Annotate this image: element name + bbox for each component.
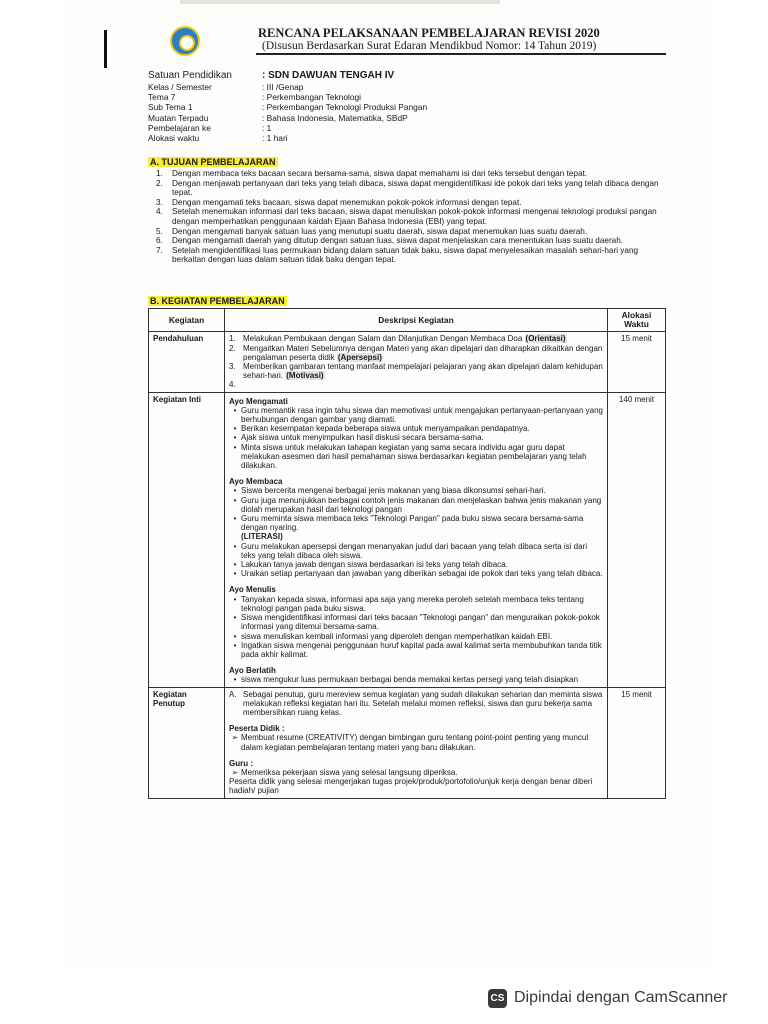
activity-heading: Ayo Menulis: [229, 585, 276, 595]
activity-heading: Ayo Berlatih: [229, 666, 276, 676]
item-text: [243, 334, 567, 343]
identity-row: [148, 82, 427, 92]
bullet-icon: •: [233, 495, 237, 505]
bullet-icon: •: [233, 541, 237, 551]
phase-description: [225, 687, 608, 798]
identity-row: [148, 70, 427, 82]
item-text: Minta siswa untuk melakukan tahapan kegiatan yang sama secara individu agar guru dapat melakukan asesmen dari hasil pemahaman siswa berdasarkan kegiatan pembelajaran yang telah dilakukan.: [241, 442, 587, 471]
list-item: [229, 613, 603, 631]
item-number: 6.: [156, 236, 163, 246]
phase-description: [225, 332, 608, 392]
item-text: siswa menuliskan kembali informasi yang diperoleh dengan memperhatikan kaidah EBI.: [241, 631, 553, 641]
identity-value: : Perkembangan Teknologi Produksi Pangan: [262, 102, 428, 113]
list-item: [156, 169, 666, 179]
item-text: Guru memantik rasa ingin tahu siswa dan memotivasi untuk mengajukan pertanyaan-pertanyaan yang berhubungan dengan gambar yang diamati.: [241, 405, 603, 425]
list-item: [229, 380, 603, 389]
bullet-icon: •: [233, 675, 237, 685]
phase-label: Pendahuluan: [149, 332, 225, 392]
bullet-icon: •: [233, 560, 237, 570]
identity-label: Kelas / Semester: [148, 82, 212, 92]
phase-tag: (Motivasi): [286, 371, 324, 381]
phase-tag: (Apersepsi): [337, 352, 382, 362]
margin-mark: [104, 30, 107, 68]
title-divider: [256, 53, 666, 55]
objectives-list: [156, 169, 666, 265]
item-body: Mengaitkan Materi Sebelumnya dengan Materi yang akan dipelajari dan diharapkan dikaitkan dengan pengalaman peserta didik: [243, 343, 603, 362]
list-item: [229, 486, 603, 495]
identity-value: : SDN DAWUAN TENGAH IV: [262, 70, 395, 81]
activity-heading: Guru :: [229, 758, 253, 768]
identity-label: Pembelajaran ke: [148, 122, 211, 133]
table-row-penutup: [149, 687, 666, 798]
bullet-icon: •: [233, 631, 237, 641]
list-item: [229, 733, 603, 751]
table-row-pendahuluan: [149, 332, 666, 392]
item-number: 1.: [229, 334, 236, 344]
bullet-icon: •: [233, 569, 237, 579]
identity-label: Alokasi waktu: [148, 133, 200, 144]
item-text: Setelah menemukan informasi dari teks bacaan, siswa dapat menuliskan pokok-pokok informasi mengenai teknologi produksi pangan dengan memperhatikan penggunaan kaidah Ejaan Bahasa Indonesia (EBI) yang tepat.: [172, 207, 657, 226]
list-item: [229, 443, 603, 471]
item-number: 4.: [156, 207, 163, 217]
identity-value: : 1: [262, 122, 272, 133]
item-text: Berikan kesempatan kepada beberapa siswa untuk menyampaikan pendapatnya.: [241, 424, 530, 434]
item-text: Sebagai penutup, guru mereview semua kegiatan yang sudah dilakukan seharian dan meminta siswa melakukan refleksi kegiatan hari itu. Setelah melalui momen refleksi, siswa dan guru bekerja sama membersihkan ruang kelas.: [243, 689, 603, 717]
list-item: [229, 362, 603, 380]
item-text: Ingatkan siswa mengenai penggunaan huruf kapital pada awal kalimat serta membubuhkan tanda titik pada akhir kalimat.: [241, 640, 602, 659]
bullet-icon: •: [233, 514, 237, 524]
bullet-icon: •: [233, 640, 237, 650]
list-item: [229, 675, 603, 684]
list-item: [229, 632, 603, 641]
item-text: Tanyakan kepada siswa, informasi apa saja yang mereka peroleh setelah membaca teks tentang teknologi pangan pada buku siswa.: [241, 594, 584, 613]
item-text: Setelah mengidentifikasi luas permukaan bidang dalam satuan tidak baku, siswa dapat menyelesaikan masalah sehari-hari yang berkaitan dengan luas dalam satuan tidak baku dengan tepat.: [172, 245, 639, 265]
list-item: [229, 424, 603, 433]
bullet-icon: •: [233, 594, 237, 604]
phase-description: [225, 392, 608, 687]
arrow-bullet-icon: ➢: [231, 733, 239, 743]
list-item: [156, 227, 666, 237]
list-item: [229, 542, 603, 560]
phase-time: 140 menit: [608, 392, 666, 687]
identity-value: : III /Genap: [262, 82, 304, 92]
column-header-alokasi: Alokasi Waktu: [608, 309, 666, 332]
identity-block: [148, 70, 427, 143]
identity-label: Muatan Terpadu: [148, 112, 209, 123]
item-number: 5.: [156, 226, 163, 236]
activity-heading: Ayo Mengamati: [229, 396, 288, 406]
identity-value: : Bahasa Indonesia, Matematika, SBdP: [262, 112, 408, 123]
list-item: [229, 344, 603, 362]
list-item: [229, 334, 603, 343]
list-item: [156, 179, 666, 198]
document-subtitle: (Disusun Berdasarkan Surat Edaran Mendikbud Nomor: 14 Tahun 2019): [262, 40, 597, 52]
phase-label: Kegiatan Inti: [149, 392, 225, 687]
bullet-icon: •: [233, 424, 237, 434]
identity-label: Sub Tema 1: [148, 102, 193, 113]
item-number: 1.: [156, 169, 163, 178]
item-text: Dengan mengamati daerah yang ditutup dengan satuan luas, siswa dapat menjelaskan cara menentukan luas suatu daerah.: [172, 236, 624, 246]
literasi-tag: (LITERASI): [241, 532, 283, 542]
list-item: [229, 433, 603, 442]
item-body: Memberikan gambaran tentang manfaat mempelajari pelajaran yang akan dipelajari dalam kehidupan sehari-hari.: [243, 362, 603, 381]
activities-table: [148, 308, 666, 799]
item-text: Uraikan setiap pertanyaan dan jawaban yang diberikan sebagai ide pokok dari teks yang telah dibaca.: [241, 569, 603, 579]
list-item: [229, 514, 603, 542]
phase-tag: (Orientasi): [525, 334, 566, 344]
table-row-inti: [149, 392, 666, 687]
item-text: Guru juga menunjukkan berbagai contoh jenis makanan dan menjelaskan bahwa jenis makanan yang diolah merupakan hasil dari teknologi pangan: [241, 495, 602, 514]
item-text: [243, 344, 603, 362]
list-item: [156, 236, 666, 246]
phase-time: 15 menit: [608, 332, 666, 392]
identity-row: [148, 123, 427, 133]
camscanner-watermark: [488, 986, 727, 1010]
identity-row: [148, 102, 427, 112]
column-header-deskripsi: Deskripsi Kegiatan: [225, 309, 608, 332]
item-number: 2.: [156, 178, 163, 188]
closing-note: Peserta didik yang selesai mengerjakan tugas projek/produk/portofolio/unjuk kerja dengan benar diberi hadiah/ pujian: [229, 777, 593, 796]
item-text: Lakukan tanya jawab dengan siswa berdasarkan isi teks yang telah dibaca.: [241, 560, 508, 570]
bullet-icon: •: [233, 405, 237, 415]
list-item: [229, 641, 603, 659]
tut-wuri-logo-icon: [170, 26, 200, 56]
identity-row: [148, 92, 427, 102]
list-item: [156, 198, 666, 208]
bullet-icon: •: [233, 442, 237, 452]
activity-heading: Ayo Membaca: [229, 477, 283, 487]
phase-label: Kegiatan Penutup: [149, 687, 225, 798]
identity-value: : 1 hari: [262, 133, 288, 144]
activity-heading: Peserta Didik :: [229, 724, 285, 734]
item-text: Siswa mengidentifikasi informasi dari teks bacaan "Teknologi pangan" dan menguraikan pokok-pokok informasi yang ditemui bersama-sama.: [241, 613, 600, 632]
bullet-icon: •: [233, 613, 237, 623]
phase-time: 15 menit: [608, 687, 666, 798]
item-number: 3.: [229, 362, 236, 372]
section-b-heading: B. KEGIATAN PEMBELAJARAN: [150, 296, 285, 306]
list-item: [229, 595, 603, 613]
item-text: siswa mengukur luas permukaan berbagai benda memakai kertas persegi yang telah disiapkan: [241, 675, 579, 685]
item-text: Memeriksa pekerjaan siswa yang selesai langsung diperiksa.: [241, 767, 458, 777]
list-item: [229, 569, 603, 578]
watermark-text: Dipindai dengan CamScanner: [514, 989, 728, 1006]
item-number: A.: [229, 689, 237, 699]
item-text: Dengan mengamati teks bacaan, siswa dapat menemukan pokok-pokok informasi dengan tepat.: [172, 197, 522, 207]
item-text: Dengan membaca teks bacaan secara bersama-sama, siswa dapat memahami isi dari teks tersebut dengan tepat.: [172, 169, 588, 178]
list-item: [156, 246, 666, 265]
arrow-bullet-icon: ➢: [231, 767, 239, 777]
identity-row: [148, 113, 427, 123]
list-item: [229, 496, 603, 514]
item-number: 4.: [229, 380, 236, 390]
column-header-kegiatan: Kegiatan: [149, 309, 225, 332]
item-text: [243, 362, 603, 380]
list-item: [156, 207, 666, 226]
bullet-icon: •: [233, 486, 237, 496]
item-number: 7.: [156, 245, 163, 255]
scan-edge-stripe: [180, 0, 500, 4]
list-item: [229, 406, 603, 424]
item-text: [241, 514, 603, 542]
item-text: Siswa bercerita mengenai berbagai jenis makanan yang biasa dikonsumsi sehari-hari.: [241, 486, 546, 496]
item-text: Dengan menjawab pertanyaan dari teks yang telah dibaca, siswa dapat mengidentifikasi ide pokok dari teks yang telah dibaca dengan tepat.: [172, 178, 659, 198]
item-body: Melakukan Pembukaan dengan Salam dan Dilanjutkan Dengan Membaca Doa: [243, 334, 523, 344]
list-item: [229, 690, 603, 718]
table-header-row: [149, 309, 666, 332]
item-text: Membuat resume (CREATIVITY) dengan bimbingan guru tentang point-point penting yang muncul dalam kegiatan pembelajaran tentang materi yang baru dilakukan.: [241, 733, 589, 752]
section-a-heading: A. TUJUAN PEMBELAJARAN: [150, 157, 276, 167]
bullet-icon: •: [233, 433, 237, 443]
identity-label: Satuan Pendidikan: [148, 70, 232, 81]
list-item: [229, 768, 603, 777]
item-text: Guru melakukan apersepsi dengan menanyakan judul dari bacaan yang telah dibaca serta isi dari teks yang telah dibaca oleh siswa.: [241, 541, 587, 560]
document-title: RENCANA PELAKSANAAN PEMBELAJARAN REVISI 2020: [258, 26, 600, 40]
item-text: Ajak siswa untuk menyimpulkan hasil diskusi secara bersama-sama.: [241, 433, 484, 443]
identity-value: : Perkembangan Teknologi: [262, 92, 362, 103]
identity-label: Tema 7: [148, 92, 176, 103]
camscanner-logo-icon: CS: [488, 989, 507, 1008]
item-number: 2.: [229, 343, 236, 353]
item-number: 3.: [156, 197, 163, 207]
list-item: [229, 560, 603, 569]
identity-row: [148, 133, 427, 143]
item-body: Guru meminta siswa membaca teks "Teknologi Pangan" pada buku siswa secara bersama-sama dengan nyaring.: [241, 514, 584, 533]
item-text: Dengan mengamati banyak satuan luas yang menutupi suatu daerah, siswa dapat menemukan luas suatu daerah.: [172, 226, 588, 236]
